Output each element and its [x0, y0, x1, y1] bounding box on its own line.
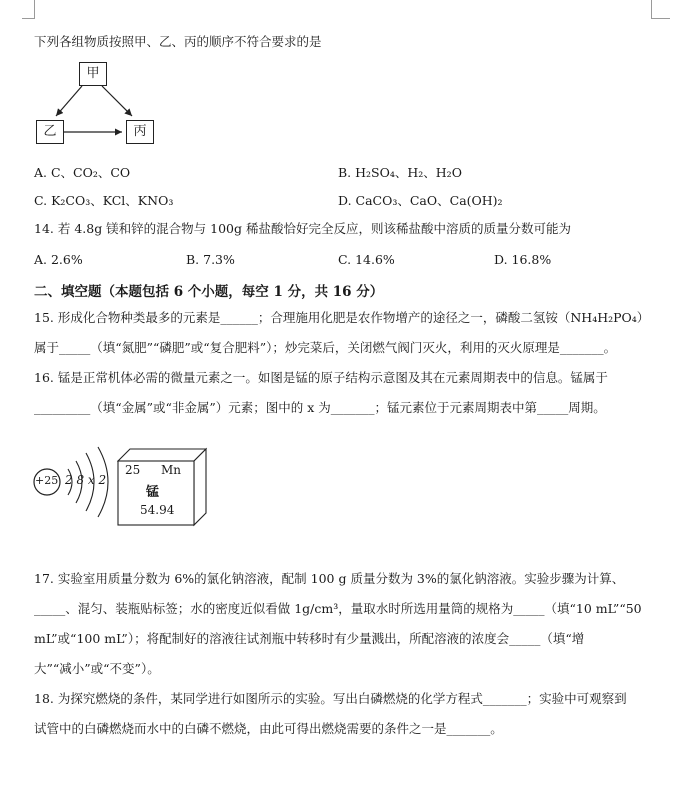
q14-option-d: D. 16.8% — [494, 252, 552, 267]
q17-line4: 大”“减小”或“不变”）。 — [34, 661, 160, 676]
atomic-mass: 54.94 — [140, 503, 175, 517]
arrow-jia-to-yi — [56, 86, 82, 116]
arrow-jia-to-bing — [102, 86, 132, 116]
section2-title: 二、填空题（本题包括 6 个小题，每空 1 分，共 16 分） — [34, 284, 384, 300]
q15-line2: 属于_____（填“氮肥”“磷肥”或“复合肥料”）；炒完菜后，关闭燃气阀门灭火，利用的灭火原理是_______。 — [34, 340, 617, 355]
box-yi: 乙 — [36, 120, 64, 144]
q17-line1: 17. 实验室用质量分数为 6%的氯化钠溶液，配制 100 g 质量分数为 3%的氯化钠溶液。实验步骤为计算、 — [34, 571, 625, 586]
q16-line2: _________（填“金属”或“非金属”）元素；图中的 x 为_______；锰元素位于元素周期表中第_____周期。 — [34, 400, 606, 415]
q13-option-a: A. C、CO₂、CO — [34, 165, 131, 180]
q13-option-b: B. H₂SO₄、H₂、H₂O — [338, 165, 462, 180]
q17-line3: mL”或“100 mL”）；将配制好的溶液往试剂瓶中转移时有少量溅出，所配溶液的浓度会_____（填“增 — [34, 631, 585, 646]
element-name: 锰 — [146, 485, 160, 500]
q13-stem: 下列各组物质按照甲、乙、丙的顺序不符合要求的是 — [34, 34, 322, 49]
q14-stem: 14. 若 4.8g 镁和锌的混合物与 100g 稀盐酸恰好完全反应，则该稀盐酸中溶质的质量分数可能为 — [34, 221, 571, 236]
atom-structure-diagram — [30, 445, 130, 520]
q14-option-b: B. 7.3% — [186, 252, 235, 267]
element-symbol: Mn — [161, 463, 182, 477]
q13-option-d: D. CaCO₃、CaO、Ca(OH)₂ — [338, 193, 503, 208]
box-jia: 甲 — [79, 62, 107, 86]
q16-line1: 16. 锰是正常机体必需的微量元素之一。如图是锰的原子结构示意图及其在元素周期表中的信息。锰属于 — [34, 370, 608, 385]
element-card — [117, 447, 207, 527]
q13-option-c: C. K₂CO₃、KCl、KNO₃ — [34, 193, 174, 208]
q18-line1: 18. 为探究燃烧的条件，某同学进行如图所示的实验。写出白磷燃烧的化学方程式_______；实验中可观察到 — [34, 691, 627, 706]
q14-option-c: C. 14.6% — [338, 252, 395, 267]
shell-electrons: 2 8 x 2 — [65, 473, 107, 487]
box-bing: 丙 — [126, 120, 154, 144]
q18-line2: 试管中的白磷燃烧而水中的白磷不燃烧，由此可得出燃烧需要的条件之一是_______。 — [34, 721, 503, 736]
corner-mark-left — [22, 0, 35, 19]
q17-line2: _____、混匀、装瓶贴标签；水的密度近似看做 1g/cm³，量取水时所选用量筒的规格为_____（填“10 mL”“50 — [34, 601, 642, 616]
q14-option-a: A. 2.6% — [34, 252, 83, 267]
atomic-number: 25 — [125, 463, 141, 477]
nucleus-charge: +25 — [35, 474, 59, 487]
q15-line1: 15. 形成化合物种类最多的元素是______；合理施用化肥是农作物增产的途径之一，磷酸二氢铵（NH₄H₂PO₄） — [34, 310, 650, 325]
reaction-diagram — [30, 62, 160, 154]
corner-mark-right — [651, 0, 670, 19]
